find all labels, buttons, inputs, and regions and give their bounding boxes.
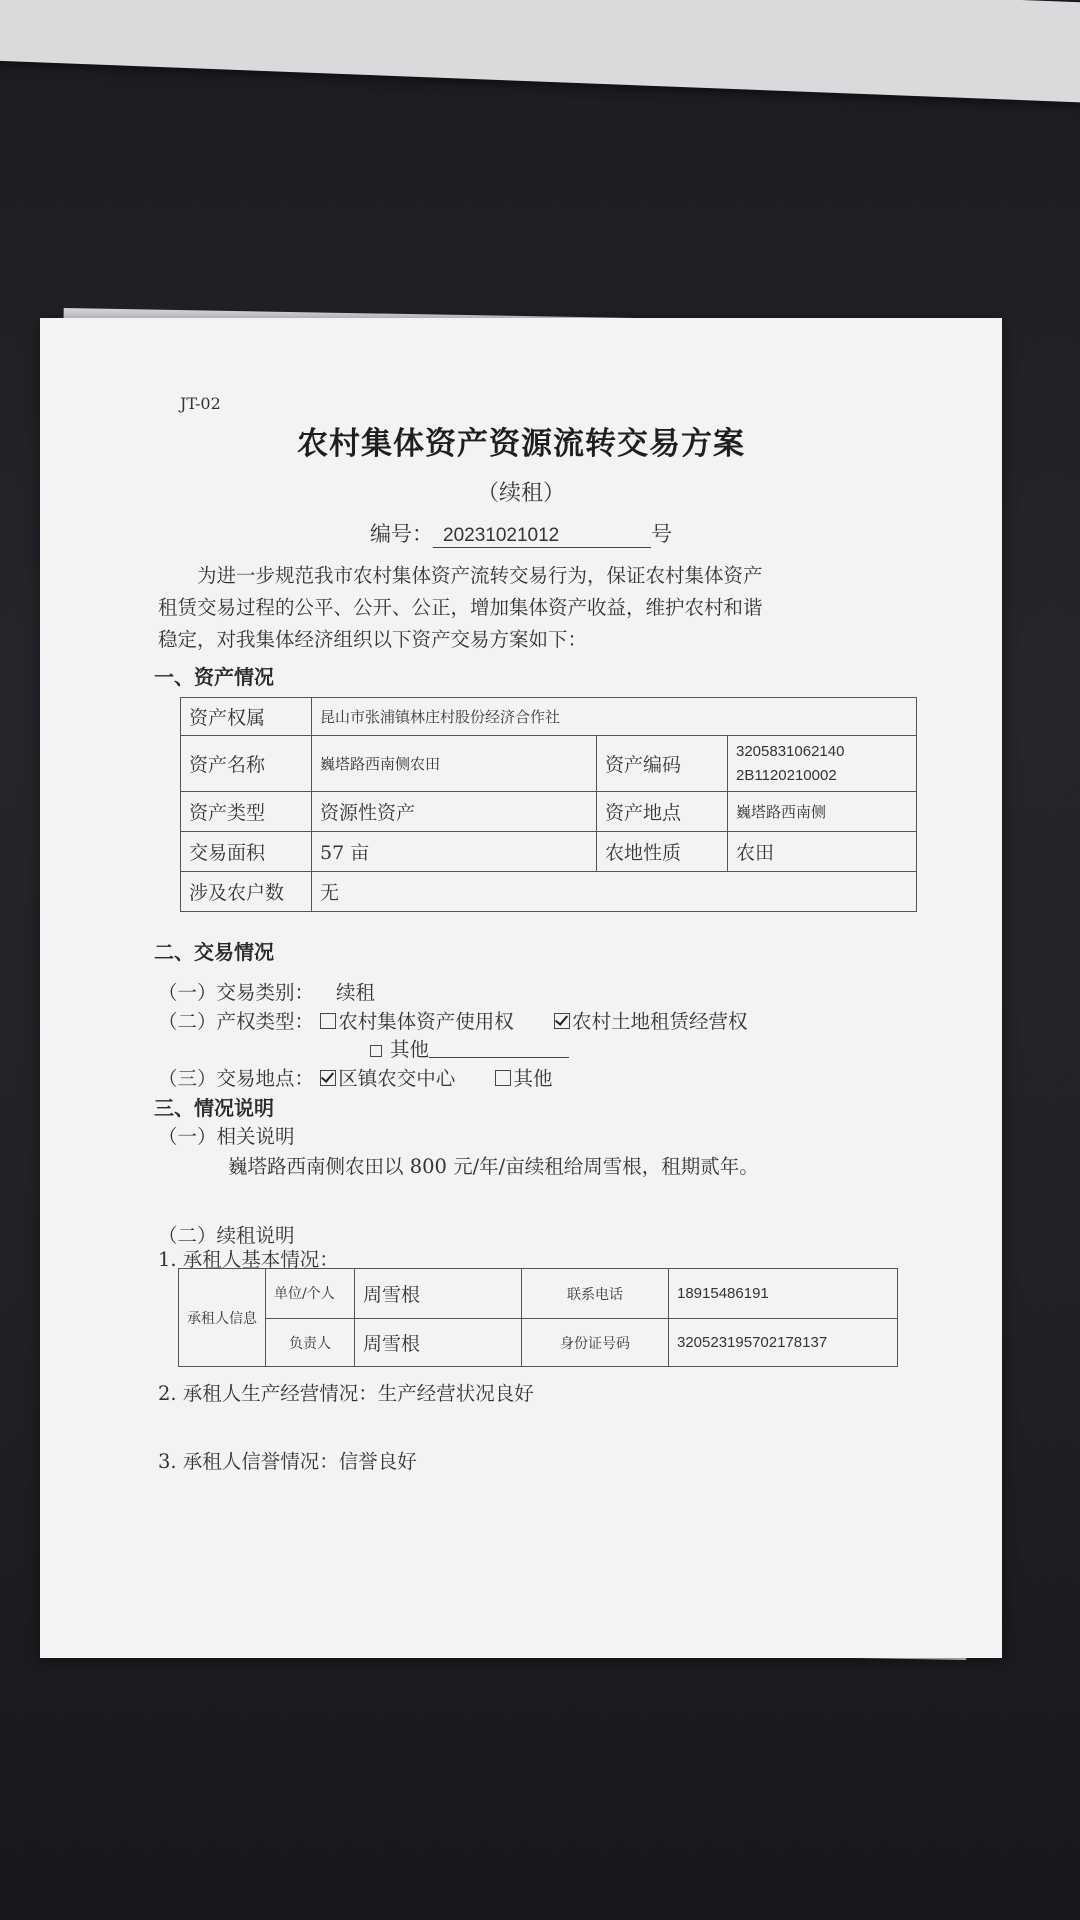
rights-type-label: （二）产权类型： [158, 1010, 315, 1033]
section-2-heading: 二、交易情况 [154, 940, 274, 964]
type-label: 资产类型 [181, 792, 312, 832]
background-sheet [0, 0, 1080, 104]
area-label: 交易面积 [181, 832, 312, 872]
document-page [40, 318, 1002, 1658]
table-row [181, 698, 917, 736]
document-title: 农村集体资产资源流转交易方案 [297, 426, 745, 462]
unit-label: 单位/个人 [266, 1269, 355, 1319]
rights-option-1-label: 农村集体资产使用权 [338, 1010, 514, 1033]
phone-value: 18915486191 [669, 1269, 898, 1319]
unit-value: 周雪根 [355, 1269, 522, 1319]
trade-category-label: （一）交易类别： [158, 981, 315, 1004]
trade-category [158, 977, 375, 1005]
id-value: 320523195702178137 [669, 1319, 898, 1367]
table-row [181, 736, 917, 792]
renewal-notes-heading: （二）续租说明 [158, 1224, 295, 1247]
document-subtitle: （续租） [476, 481, 565, 506]
place-option-1-label: 区镇农交中心 [338, 1067, 456, 1090]
person-value: 周雪根 [355, 1319, 522, 1367]
intro-line: 为进一步规范我市农村集体资产流转交易行为，保证农村集体资产 [197, 564, 763, 587]
section-3-heading: 三、情况说明 [154, 1096, 274, 1120]
person-label: 负责人 [266, 1319, 355, 1367]
place-option-2-checkbox[interactable] [495, 1070, 511, 1086]
number-label: 编号： [370, 522, 433, 546]
table-row [181, 792, 917, 832]
related-notes-heading: （一）相关说明 [158, 1125, 295, 1148]
rights-option-2-label: 农村土地租赁经营权 [571, 1010, 748, 1033]
place-option-2-label: 其他 [513, 1067, 553, 1090]
table-row [179, 1269, 898, 1319]
lessee-info-heading: 1. 承租人基本情况： [158, 1248, 339, 1271]
ownership-label: 资产权属 [181, 698, 312, 736]
location-value: 巍塔路西南侧 [728, 792, 917, 832]
lessee-business-status: 2. 承租人生产经营情况：生产经营状况良好 [158, 1382, 534, 1405]
code-value [728, 736, 917, 792]
nature-label: 农地性质 [597, 832, 728, 872]
section-1-heading: 一、资产情况 [154, 665, 274, 689]
number-suffix: 号 [651, 522, 672, 546]
intro-paragraph [158, 560, 938, 656]
intro-line: 租赁交易过程的公平、公开、公正，增加集体资产收益，维护农村和谐 [158, 596, 763, 619]
trade-category-value: 续租 [336, 981, 376, 1004]
rights-type [158, 1006, 747, 1034]
rights-other [370, 1034, 569, 1062]
phone-label: 联系电话 [522, 1269, 669, 1319]
rights-other-blank [429, 1039, 569, 1058]
rights-option-1-checkbox[interactable] [320, 1013, 336, 1029]
households-label: 涉及农户数 [181, 872, 312, 912]
name-label: 资产名称 [181, 736, 312, 792]
code-value-line: 2B1120210002 [736, 766, 837, 784]
related-notes-text: 巍塔路西南侧农田以 800 元/年/亩续租给周雪根，租期贰年。 [228, 1155, 759, 1178]
name-value: 巍塔路西南侧农田 [312, 736, 597, 792]
trade-place-label: （三）交易地点： [158, 1067, 315, 1090]
rights-option-3-checkbox[interactable] [370, 1045, 382, 1057]
place-option-1-checkbox[interactable] [320, 1070, 336, 1086]
table-row [179, 1319, 898, 1367]
asset-table [180, 697, 917, 912]
document-number [370, 518, 672, 548]
area-value: 57 亩 [312, 832, 597, 872]
table-row [181, 832, 917, 872]
lessee-info-label: 承租人信息 [179, 1269, 266, 1367]
nature-value: 农田 [728, 832, 917, 872]
location-label: 资产地点 [597, 792, 728, 832]
lessee-credit-status: 3. 承租人信誉情况：信誉良好 [158, 1450, 417, 1473]
intro-line: 稳定，对我集体经济组织以下资产交易方案如下： [158, 628, 588, 651]
table-row [181, 872, 917, 912]
trade-place [158, 1063, 552, 1091]
code-label: 资产编码 [597, 736, 728, 792]
form-code: JT-02 [180, 394, 221, 413]
rights-option-2-checkbox[interactable] [554, 1013, 570, 1029]
rights-option-3-label: 其他 [390, 1038, 430, 1061]
ownership-value: 昆山市张浦镇林庄村股份经济合作社 [312, 698, 917, 736]
id-label: 身份证号码 [522, 1319, 669, 1367]
lessee-table [178, 1268, 898, 1367]
number-value: 20231021012 [433, 525, 651, 548]
type-value: 资源性资产 [312, 792, 597, 832]
code-value-line: 3205831062140 [736, 742, 845, 760]
households-value: 无 [312, 872, 917, 912]
